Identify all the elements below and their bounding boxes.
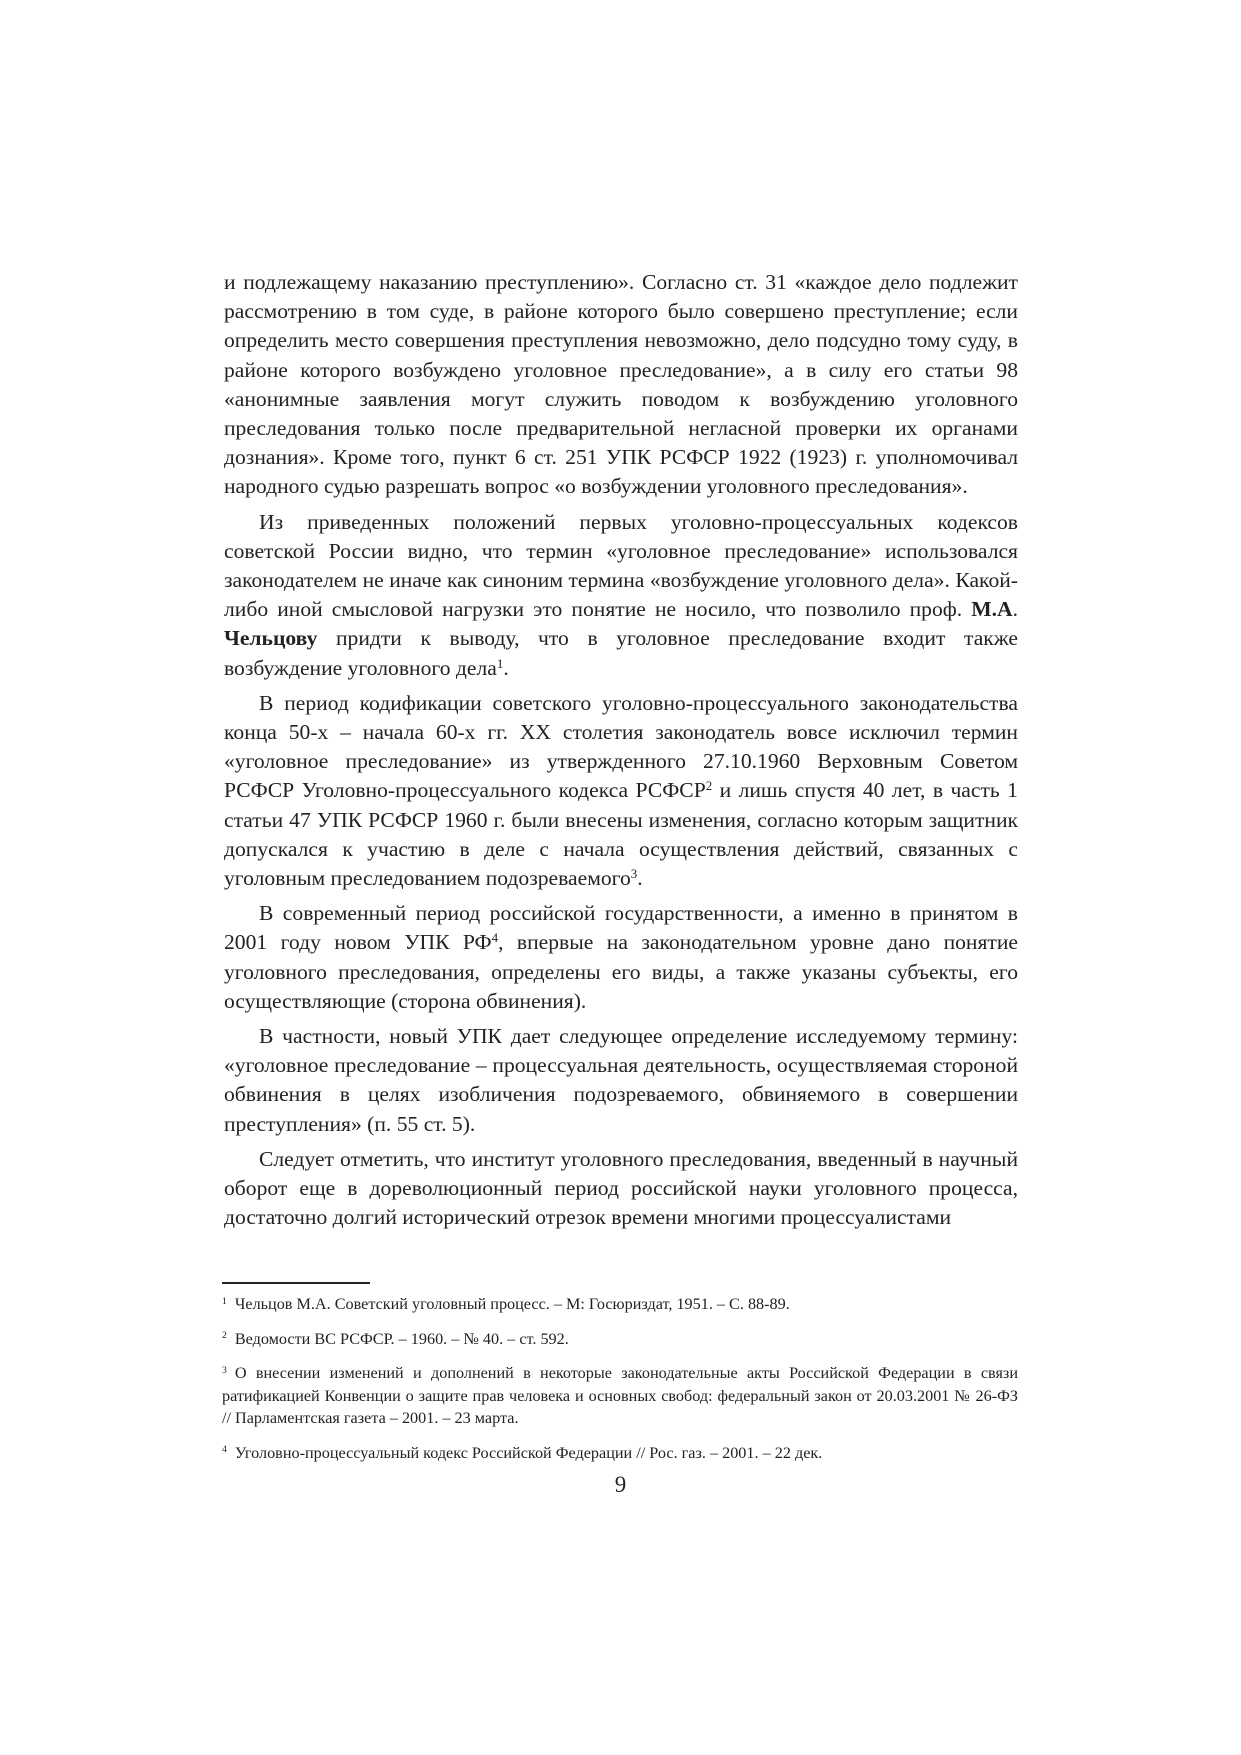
footnote-ref-2[interactable]: 2	[705, 778, 713, 794]
footnote-1: $^1$ Чельцов М.А. Советский уголовный процесс. – М: Госюриздат, 1951. – С. 88-89.	[222, 1295, 790, 1313]
footnote-separator	[222, 1282, 370, 1284]
page-number: 9	[614, 1472, 627, 1497]
paragraph-5: В частности, новый УПК дает следующее определение исследуемому термину: «уголовное преследование – процессуальная деятельность, осуществляемая стороной обвинения в целях изобличения подозреваемого, обвиняемого в совершении преступления» (п. 55 ст. 5).	[224, 1024, 1018, 1136]
footnote-2: $^2$ Ведомости ВС РСФСР. – 1960. – № 40. – ст. 592.	[222, 1329, 569, 1348]
footnote-ref-1[interactable]: 1	[496, 655, 504, 671]
footnotes	[222, 1293, 1018, 1476]
footnote-ref-4[interactable]: 4	[491, 930, 499, 946]
author-surname: Чельцову	[224, 626, 318, 651]
paragraph-3: В период кодификации советского уголовно-процессуального законодательства конца 50-х – начала 60-х гг. XX столетия законодатель вовсе исключил термин «уголовное преследование» из утвержденного 27.10.1960 Верховным Советом РСФСР Уголовно-процессуального кодекса РСФСР$^2$ и лишь спустя 40 лет, в часть 1 статьи 47 УПК РСФСР 1960 г. были внесены изменения, согласно которым защитник допускался к участию в деле с начала осуществления действий, связанных с уголовным преследованием подозреваемого$^3$.	[224, 690, 1018, 891]
paragraph-6: Следует отметить, что институт уголовного преследования, введенный в научный оборот еще в дореволюционный период российской науки уголовного процесса, достаточно долгий исторический отрезок времени многими процессуалистами	[224, 1146, 1018, 1230]
author-initials: М.А	[971, 597, 1013, 622]
paragraph-4: В современный период российской государственности, а именно в принятом в 2001 году новом УПК $РФ^4$, впервые на законодательном уровне дано понятие уголовного преследования, определены его виды, а также указаны субъекты, его осуществляющие (сторона обвинения).	[224, 901, 1018, 1013]
footnote-3: $^3$ О внесении изменений и дополнений в некоторые законодательные акты Российской Федерации в связи ратификацией Конвенции о защите прав человека и основных свобод: федеральный закон от 20.03.2001 № 26-ФЗ // Парламентская газета – 2001. – 23 марта.	[222, 1364, 1018, 1427]
paragraph-1: и подлежащему наказанию преступлению». Согласно ст. 31 «каждое дело подлежит рассмотрению в том суде, в районе которого было совершено преступление; если определить место совершения преступления невозможно, дело подсудно тому суду, в районе которого возбуждено уголовное преследование», а в силу его статьи 98 «анонимные заявления могут служить поводом к возбуждению уголовного преследования только после предварительной негласной проверки их органами дознания». Кроме того, пункт 6 ст. 251 УПК РСФСР 1922 (1923) г. уполномочивал народного судью разрешать вопрос «о возбуждении уголовного преследования».	[224, 270, 1018, 499]
body-text	[224, 268, 1018, 1239]
footnote-4: $^4$ Уголовно-процессуальный кодекс Российской Федерации // Рос. газ. – 2001. – 22 дек.	[222, 1443, 823, 1462]
paragraph-2: Из приведенных положений первых уголовно-процессуальных кодексов советской России видно, что термин «уголовное преследование» использовался законодателем не иначе как синоним термина «возбуждение уголовного дела». Какой-либо иной смысловой нагрузки это понятие не носило, что позволило проф. М.А. Чельцову придти к выводу, что в уголовное преследование входит также возбуждение уголовного дела$^1$.	[224, 509, 1018, 680]
footnote-ref-3[interactable]: 3	[630, 865, 638, 881]
